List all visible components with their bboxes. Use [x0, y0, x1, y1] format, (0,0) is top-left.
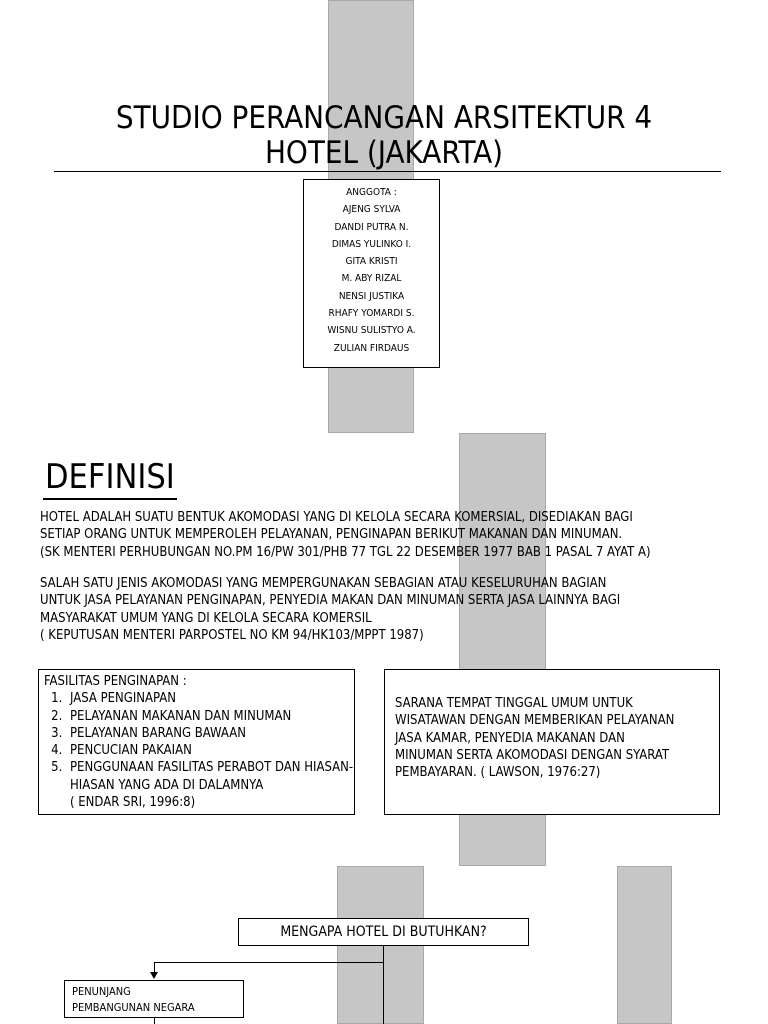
- member-name: DANDI PUTRA N.: [334, 221, 409, 233]
- connector-line: [154, 962, 155, 972]
- member-name: WISNU SULISTYO A.: [327, 325, 416, 337]
- list-item: 5. PENGGUNAAN FASILITAS PERABOT DAN HIASAN-HIASAN YANG ADA DI DALAMNYA: [66, 759, 354, 794]
- title-divider: [54, 171, 721, 172]
- facilities-list: [44, 690, 354, 794]
- arrow-down-icon: [150, 972, 158, 979]
- list-item: 1. JASA PENGINAPAN: [66, 690, 354, 707]
- member-name: M. ABY RIZAL: [341, 273, 402, 285]
- list-item: 4. PENCUCIAN PAKAIAN: [66, 742, 354, 759]
- facilities-heading: FASILITAS PENGINAPAN :: [44, 674, 187, 689]
- members-box: [303, 179, 440, 368]
- member-name: NENSI JUSTIKA: [338, 290, 405, 302]
- lawson-definition-box: SARANA TEMPAT TINGGAL UMUM UNTUK WISATAWAN DENGAN MEMBERIKAN PELAYANAN JASA KAMAR, PENYEDIA MAKANAN DAN MINUMAN SERTA AKOMODASI DENGAN SYARAT PEMBAYARAN. ( LAWSON, 1976:27): [384, 669, 720, 815]
- question-box: MENGAPA HOTEL DI BUTUHKAN?: [238, 918, 529, 946]
- facilities-box: [38, 669, 355, 815]
- definition-paragraph-1: HOTEL ADALAH SUATU BENTUK AKOMODASI YANG DI KELOLA SECARA KOMERSIAL, DISEDIAKAN BAGI SETIAP ORANG UNTUK MEMPEROLEH PELAYANAN, PENGINAPAN BERIKUT MAKANAN DAN MINUMAN. (SK MENTERI PERHUBUNGAN NO.PM 16/PW 301/PHB 77 TGL 22 DESEMBER 1977 BAB 1 PASAL 7 AYAT A): [40, 510, 651, 560]
- facilities-source: ( ENDAR SRI, 1996:8): [70, 795, 196, 811]
- page-subtitle: HOTEL (JAKARTA): [264, 135, 504, 171]
- definition-paragraph-2: SALAH SATU JENIS AKOMODASI YANG MEMPERGUNAKAN SEBAGIAN ATAU KESELURUHAN BAGIAN UNTUK JASA PELAYANAN PENGINAPAN, PENYEDIA MAKAN DAN MINUMAN SERTA JASA LAINNYA BAGI MASYARAKAT UMUM YANG DI KELOLA SECARA KOMERSIL ( KEPUTUSAN MENTERI PARPOSTEL NO KM 94/HK103/MPPT 1987): [40, 576, 621, 643]
- list-item: 3. PELAYANAN BARANG BAWAAN: [66, 725, 354, 742]
- page-title: STUDIO PERANCANGAN ARSITEKTUR 4: [115, 100, 653, 136]
- connector-line: [383, 946, 384, 1024]
- member-name: DIMAS YULINKO I.: [331, 238, 412, 250]
- definition-heading: DEFINISI: [43, 456, 177, 500]
- decor-bar-bottom-right: [617, 866, 672, 1024]
- member-name: AJENG SYLVA: [342, 204, 401, 216]
- members-heading: ANGGOTA :: [346, 187, 397, 198]
- member-name: RHAFY YOMARDI S.: [328, 308, 415, 320]
- list-item: 2. PELAYANAN MAKANAN DAN MINUMAN: [66, 708, 354, 725]
- connector-line: [154, 962, 384, 963]
- member-name: GITA KRISTI: [345, 256, 398, 268]
- support-box: PENUNJANG PEMBANGUNAN NEGARA: [64, 980, 244, 1018]
- connector-line: [154, 1018, 155, 1024]
- member-name: ZULIAN FIRDAUS: [333, 342, 410, 354]
